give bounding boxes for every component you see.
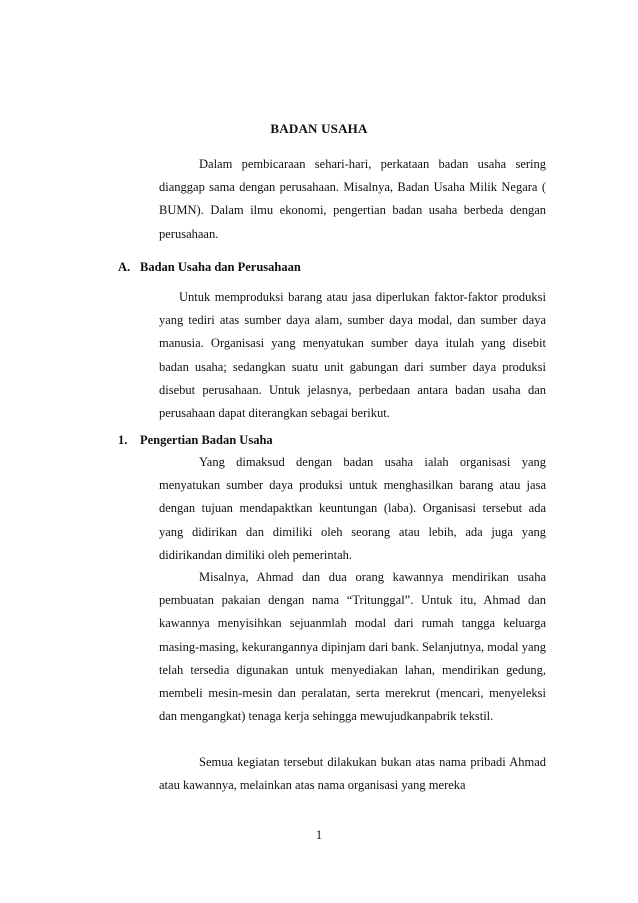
intro-paragraph: Dalam pembicaraan sehari-hari, perkataan badan usaha sering dianggap sama dengan perusahaan. Misalnya, Badan Usaha Milik Negara ( BUMN). Dalam ilmu ekonomi, pengertian badan usaha berbeda dengan perusahaan. [159,157,546,241]
document-title: BADAN USAHA [270,121,368,136]
section-1-paragraph-2: Misalnya, Ahmad dan dua orang kawannya mendirikan usaha pembuatan pakaian dengan nama “Tritunggal”. Untuk itu, Ahmad dan kawannya menyisihkan sejuanmlah modal dari rumah tangga keluarga masing-masing, kekurangannya dipinjam dari bank. Selanjutnya, modal yang telah tersedia digunakan untuk menyediakan lahan, mendirikan gedung, membeli mesin-mesin dan peralatan, serta merekrut (mencari, menyeleksi dan mengangkat) tenaga kerja sehingga mewujudkanpabrik tekstil. [159,570,546,724]
section-1-paragraph-3: Semua kegiatan tersebut dilakukan bukan atas nama pribadi Ahmad atau kawannya, melainkan atas nama organisasi yang mereka [159,755,546,793]
section-a-paragraph: Untuk memproduksi barang atau jasa diperlukan faktor-faktor produksi yang tediri atas sumber daya alam, sumber daya modal, dan sumber daya manusia. Organisasi yang menyatukan sumber daya itulah yang disebit badan usaha; sedangkan suatu unit gabungan dari sumber daya produksi disebut perusahaan. Untuk jelasnya, perbedaan antara badan usaha dan perusahaan dapat diterangkan sebagai berikut. [159,290,546,421]
section-a-title: Badan Usaha dan Perusahaan [140,260,301,274]
section-1-number: 1. [118,433,128,447]
section-a-number: A. [118,260,131,274]
section-1-title: Pengertian Badan Usaha [140,433,273,447]
section-1-paragraph-1: Yang dimaksud dengan badan usaha ialah organisasi yang menyatukan sumber daya produksi untuk menghasilkan barang atau jasa dengan tujuan mendapaktkan keuntungan (laba). Organisasi tersebut ada yang didirikan dan dimiliki oleh seorang atau lebih, ada juga yang didirikandan dimiliki oleh pemerintah. [159,455,546,562]
page-number: 1 [315,828,323,842]
